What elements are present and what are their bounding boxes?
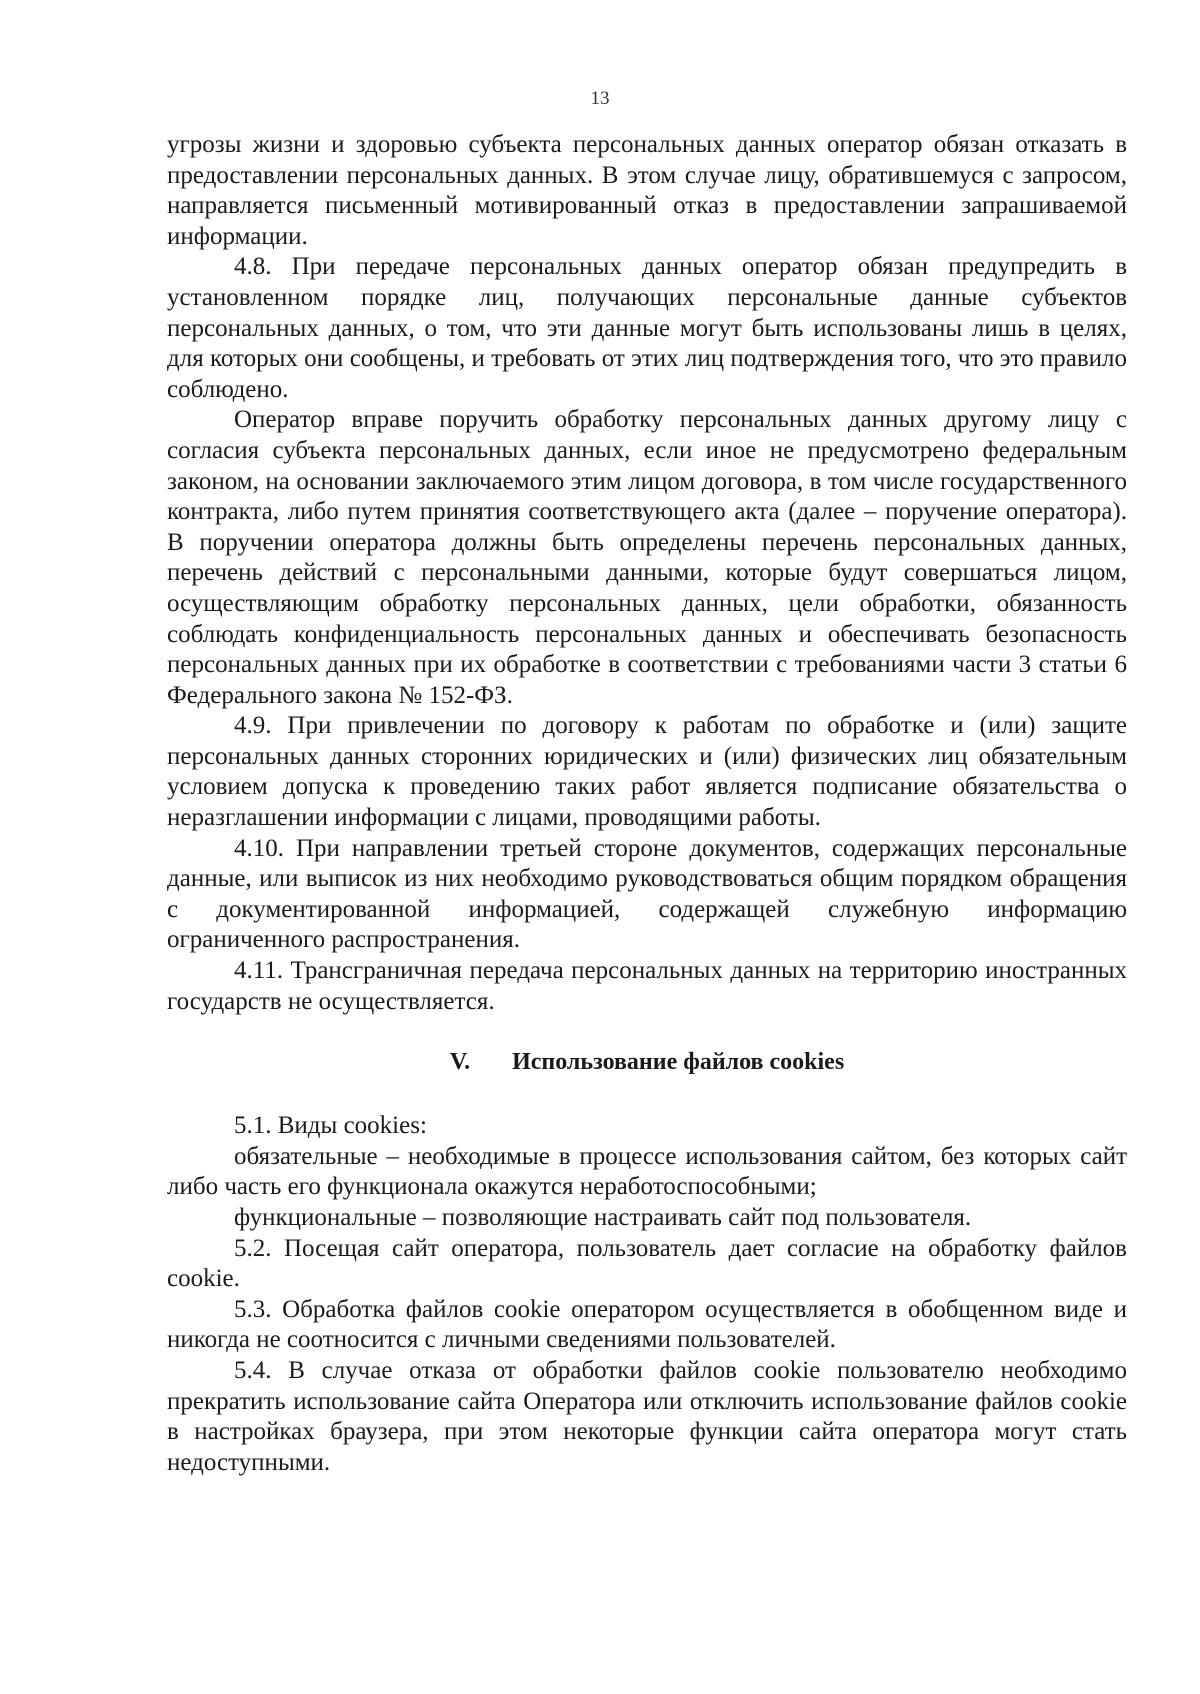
section-title: Использование файлов cookies [512, 1049, 845, 1076]
paragraph: 4.10. При направлении третьей стороне документов, содержащих персональные данные, или выписок из них необходимо руководствоваться общим порядком обращения с документированной информацией, содержащей служебную информацию ограниченного распространения. [167, 834, 1127, 954]
document-body [167, 130, 1127, 1478]
paragraph: 5.3. Обработка файлов cookie оператором осуществляется в обобщенном виде и никогда не соотносится с личными сведениями пользователей. [167, 1295, 1127, 1354]
paragraph: Оператор вправе поручить обработку персональных данных другому лицу с согласия субъекта персональных данных, если иное не предусмотрено федеральным законом, на основании заключаемого этим лицом договора, в том числе государственного контракта, либо путем принятия соответствующего акта (далее – поручение оператора). В поручении оператора должны быть определены перечень персональных данных, перечень действий с персональными данными, которые будут совершаться лицом, осуществляющим обработку персональных данных, цели обработки, обязанность соблюдать конфиденциальность персональных данных и обеспечивать безопасность персональных данных при их обработке в соответствии с требованиями части 3 статьи 6 Федерального закона № 152-ФЗ. [167, 406, 1127, 709]
paragraph: 5.2. Посещая сайт оператора, пользователь дает согласие на обработку файлов cookie. [167, 1234, 1127, 1293]
paragraph: обязательные – необходимые в процессе использования сайтом, без которых сайт либо часть его функционала окажутся неработоспособными; [167, 1142, 1127, 1201]
paragraph: угрозы жизни и здоровью субъекта персональных данных оператор обязан отказать в предоставлении персональных данных. В этом случае лицу, обратившемуся с запросом, направляется письменный мотивированный отказ в предоставлении запрашиваемой информации. [167, 131, 1127, 250]
paragraph: 5.1. Виды cookies: [234, 1112, 427, 1140]
paragraph: 4.8. При передаче персональных данных оператор обязан предупредить в установленном порядке лиц, получающих персональные данные субъектов персональных данных, о том, что эти данные могут быть использованы лишь в целях, для которых они сообщены, и требовать от этих лиц подтверждения того, что это правило соблюдено. [167, 253, 1127, 403]
paragraph: 4.11. Трансграничная передача персональных данных на территорию иностранных государств не осуществляется. [167, 957, 1127, 1015]
paragraph: 5.4. В случае отказа от обработки файлов cookie пользователю необходимо прекратить использование сайта Оператора или отключить использование файлов cookie в настройках браузера, при этом некоторые функции сайта оператора могут стать недоступными. [167, 1356, 1127, 1476]
section-5 [167, 1111, 1127, 1478]
paragraph: 4.9. При привлечении по договору к работам по обработке и (или) защите персональных данных сторонних юридических и (или) физических лиц обязательным условием допуска к проведению таких работ является подписание обязательства о неразглашении информации с лицами, проводящими работы. [167, 712, 1127, 832]
section-4-continuation [167, 130, 1127, 1017]
paragraph: функциональные – позволяющие настраивать сайт под пользователя. [234, 1204, 972, 1231]
section-heading [167, 1047, 1127, 1077]
section-number: V. [449, 1049, 471, 1076]
page-number: 13 [590, 88, 610, 109]
